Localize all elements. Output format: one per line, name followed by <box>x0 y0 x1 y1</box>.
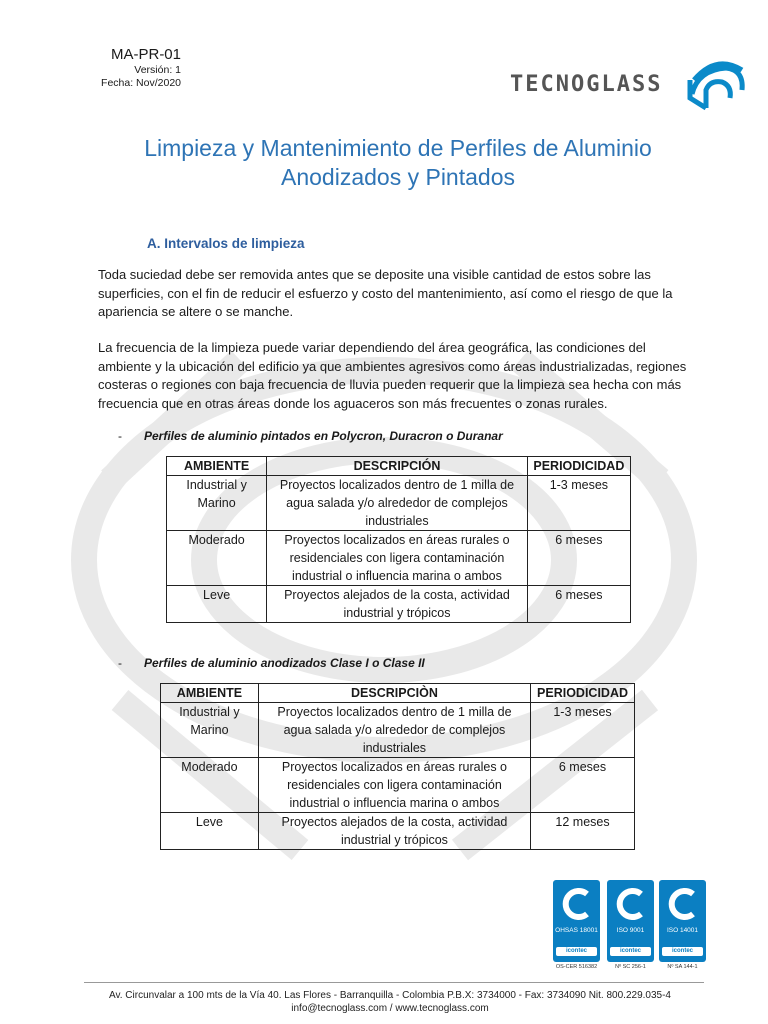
header-periodicidad: PERIODICIDAD <box>531 684 635 703</box>
cert-code: Nº SA 144-1 <box>667 964 698 970</box>
header-periodicidad: PERIODICIDAD <box>527 457 630 476</box>
footer-divider <box>84 982 704 983</box>
certification-badges <box>550 880 710 972</box>
cell-periodicidad: 6 meses <box>531 758 635 813</box>
bullet-dash: - <box>118 429 122 443</box>
cell-descripcion: Proyectos localizados en áreas rurales o residenciales con ligera contaminación industrial o influencia marina o ambos <box>267 531 528 586</box>
table-row <box>167 476 631 531</box>
logo-emblem-icon <box>686 50 748 116</box>
cert-standard: ISO 9001 <box>616 927 645 934</box>
cell-ambiente: Moderado <box>161 758 259 813</box>
cell-descripcion: Proyectos localizados dentro de 1 milla de agua salada y/o alrededor de complejos industriales <box>267 476 528 531</box>
title-line-1: Limpieza y Mantenimiento de Perfiles de Aluminio <box>144 135 652 161</box>
logo-wordmark: TECNOGLASS <box>510 72 663 97</box>
document-version: Versión: 1 <box>134 64 181 76</box>
certification-swirl-icon <box>667 886 698 922</box>
table-anodized <box>160 683 635 850</box>
header-ambiente: AMBIENTE <box>161 684 259 703</box>
certification-swirl-icon <box>615 886 646 922</box>
cert-code: Nº SC 256-1 <box>615 964 646 970</box>
paragraph-2: La frecuencia de la limpieza puede variar dependiendo del área geográfica, las condiciones del ambiente y la ubicación del edificio ya que ambientes agresivos como áreas industrializadas, regiones costeras o regiones con baja frecuencia de lluvia pueden requerir que la limpieza sea hecha con más frecuencia que en otras áreas donde los aguaceros son más frecuentes o zonas rurales. <box>98 340 687 411</box>
section-heading: A. Intervalos de limpieza <box>147 236 305 251</box>
cell-ambiente: Leve <box>167 586 267 623</box>
table-row <box>167 531 631 586</box>
cell-periodicidad: 6 meses <box>527 586 630 623</box>
cert-badge-iso9001 <box>607 880 654 962</box>
cell-ambiente: Leve <box>161 813 259 850</box>
bullet-anodized-text: Perfiles de aluminio anodizados Clase I o Clase II <box>144 656 425 670</box>
table-row <box>161 758 635 813</box>
cert-brand: icontec <box>662 947 703 956</box>
footer-address: Av. Circunvalar a 100 mts de la Vía 40. Las Flores - Barranquilla - Colombia P.B.X: 3734000 - Fax: 3734090 Nit. 800.229.035-4 <box>109 990 671 1001</box>
tecnoglass-logo <box>510 50 742 116</box>
title-line-2: Anodizados y Pintados <box>281 164 515 190</box>
cert-brand: icontec <box>556 947 597 956</box>
header-descripcion: DESCRIPCIÓN <box>267 457 528 476</box>
table-row <box>161 813 635 850</box>
cert-badge-ohsas <box>553 880 600 962</box>
table-header-row <box>167 457 631 476</box>
cell-descripcion: Proyectos localizados en áreas rurales o residenciales con ligera contaminación industrial o influencia marina o ambos <box>258 758 530 813</box>
page-title <box>0 134 768 192</box>
header-ambiente: AMBIENTE <box>167 457 267 476</box>
cell-ambiente: Industrial y Marino <box>161 703 259 758</box>
table-painted <box>166 456 631 623</box>
cell-periodicidad: 1-3 meses <box>531 703 635 758</box>
document-code-block <box>101 46 181 90</box>
cell-periodicidad: 6 meses <box>527 531 630 586</box>
cert-standard: ISO 14001 <box>666 927 699 934</box>
bullet-painted-text: Perfiles de aluminio pintados en Polycron, Duracron o Duranar <box>144 429 503 443</box>
header-descripcion: DESCRIPCIÒN <box>258 684 530 703</box>
certification-swirl-icon <box>561 886 592 922</box>
cert-brand: icontec <box>610 947 651 956</box>
cell-ambiente: Industrial y Marino <box>167 476 267 531</box>
cell-descripcion: Proyectos localizados dentro de 1 milla de agua salada y/o alrededor de complejos industriales <box>258 703 530 758</box>
cell-descripcion: Proyectos alejados de la costa, actividad industrial y trópicos <box>267 586 528 623</box>
table-header-row <box>161 684 635 703</box>
cert-standard: OHSAS 18001 <box>555 927 598 934</box>
document-code: MA-PR-01 <box>110 46 181 63</box>
document-date: Fecha: Nov/2020 <box>101 77 181 89</box>
bullet-painted <box>118 429 503 443</box>
cert-code: OS-CER 516382 <box>555 964 598 970</box>
cert-badge-iso14001 <box>659 880 706 962</box>
paragraph-1: Toda suciedad debe ser removida antes que se deposite una visible cantidad de estos sobre las superficies, con el fin de reducir el esfuerzo y costo del mantenimiento, así como el riesgo de que la apariencia se altere o se manche. <box>98 267 673 319</box>
cell-ambiente: Moderado <box>167 531 267 586</box>
bullet-dash: - <box>118 656 122 670</box>
bullet-anodized <box>118 656 425 670</box>
footer-contact: info@tecnoglass.com / www.tecnoglass.com <box>291 1003 489 1014</box>
cell-periodicidad: 1-3 meses <box>527 476 630 531</box>
cell-descripcion: Proyectos alejados de la costa, actividad industrial y trópicos <box>258 813 530 850</box>
table-row <box>161 703 635 758</box>
table-row <box>167 586 631 623</box>
cell-periodicidad: 12 meses <box>531 813 635 850</box>
